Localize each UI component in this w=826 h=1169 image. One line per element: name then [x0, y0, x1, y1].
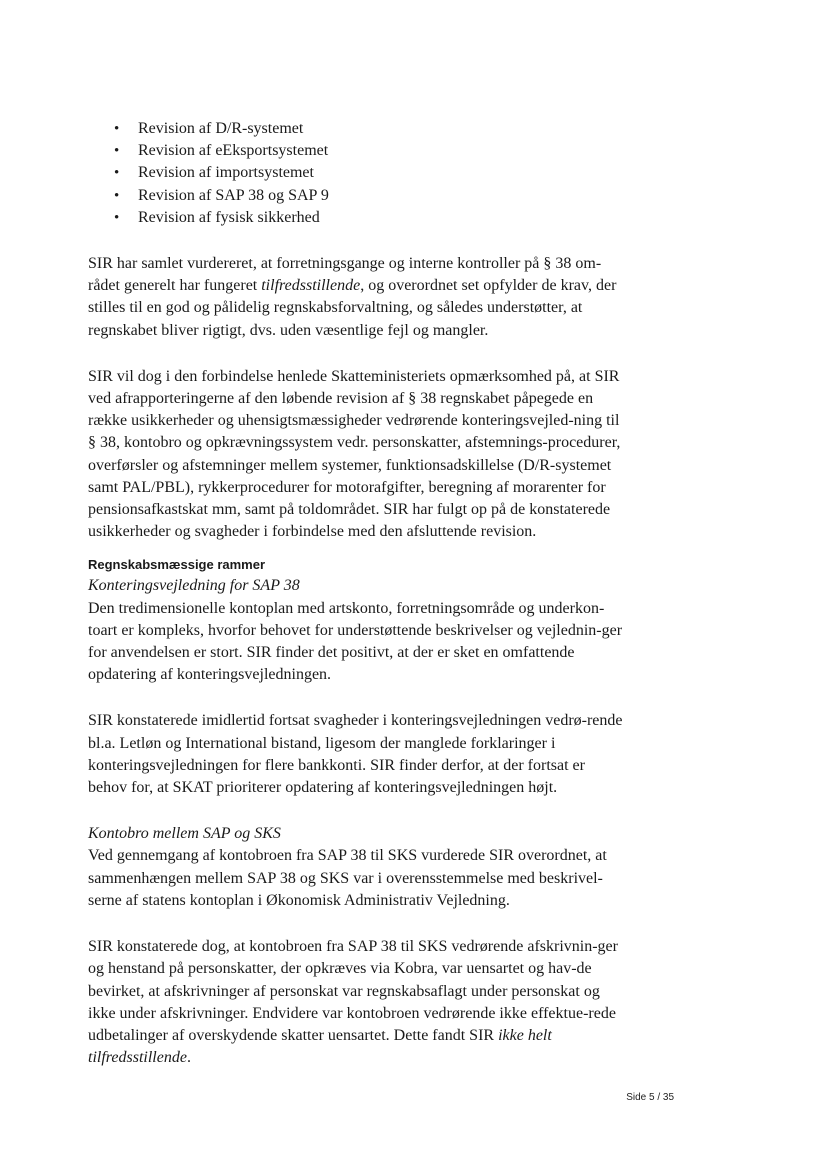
section-heading: Regnskabsmæssige rammer	[88, 557, 266, 573]
list-item: • Revision af importsystemet	[114, 162, 628, 184]
paragraph-kontoplan: Den tredimensionelle kontoplan med artskonto, forretningsområde og underkon-toart er kompleks, hvorfor behovet for understøttende beskrivelser og vejlednin-ger for anvendelsen er stort. SIR finder det positivt, at der er sket en omfattende opdatering af konteringsvejledningen.	[88, 599, 623, 684]
paragraph-kontobro-overall: Ved gennemgang af kontobroen fra SAP 38 til SKS vurderede SIR overordnet, at sammenhængen mellem SAP 38 og SKS var i overensstemmelse med beskrivel-serne af statens kontoplan i Økonomisk Administrativ Vejledning.	[88, 847, 607, 909]
revision-list	[114, 118, 628, 229]
paragraph-kontobro-findings: SIR konstaterede dog, at kontobroen fra SAP 38 til SKS vedrørende afskrivnin-ger og henstand på personskatter, der opkræves via Kobra, var uensartet og hav-de bevirket, at afskrivninger af personskat var regnskabsaflagt under personskat og ikke under afskrivninger. Endvidere var kontobroen vedrørende ikke effektue-rede udbetalinger af overskydende skatter uensartet. Dette fandt SIR ikke helt tilfredsstillende.	[88, 938, 618, 1067]
paragraph-attention: SIR vil dog i den forbindelse henlede Skatteministeriets opmærksomhed på, at SIR ved afrapporteringerne af den løbende revision af § 38 regnskabet påpegede en række usikkerheder og uhensigtsmæssigheder vedrørende konteringsvejled-ning til § 38, kontobro og opkrævningssystem vedr. personskatter, afstemnings-procedurer, overførsler og afstemninger mellem systemer, funktionsadskillelse (D/R-systemet samt PAL/PBL), rykkerprocedurer for motorafgifter, beregning af morarenter for pensionsafkastskat mm, samt på toldområdet. SIR har fulgt op på de konstaterede usikkerheder og svagheder i forbindelse med den afsluttende revision.	[88, 367, 621, 541]
list-item: • Revision af SAP 38 og SAP 9	[114, 185, 628, 207]
list-item: • Revision af fysisk sikkerhed	[114, 207, 628, 229]
page-body	[88, 118, 628, 1069]
subheading-konteringsvejledning: Konteringsvejledning for SAP 38	[88, 577, 300, 595]
paragraph-overall-assessment: SIR har samlet vurdereret, at forretningsgange og interne kontroller på § 38 om-rådet generelt har fungeret tilfredsstillende, og overordnet set opfylder de krav, der stilles til en god og pålidelig regnskabsforvaltning, og således understøtter, at regnskabet bliver rigtigt, dvs. uden væsentlige fejl og mangler.	[88, 255, 617, 339]
list-item: • Revision af D/R-systemet	[114, 118, 628, 140]
subheading-kontobro: Kontobro mellem SAP og SKS	[88, 825, 281, 843]
paragraph-svagheder: SIR konstaterede imidlertid fortsat svagheder i konteringsvejledningen vedrø-rende bl.a. Letløn og International bistand, ligesom der manglede forklaringer i konteringsvejledningen for flere bankkonti. SIR finder derfor, at der fortsat er behov for, at SKAT prioriterer opdatering af konteringsvejledningen højt.	[88, 712, 623, 797]
list-item: • Revision af eEksportsystemet	[114, 140, 628, 162]
page-number: Side 5 / 35	[626, 1092, 674, 1103]
